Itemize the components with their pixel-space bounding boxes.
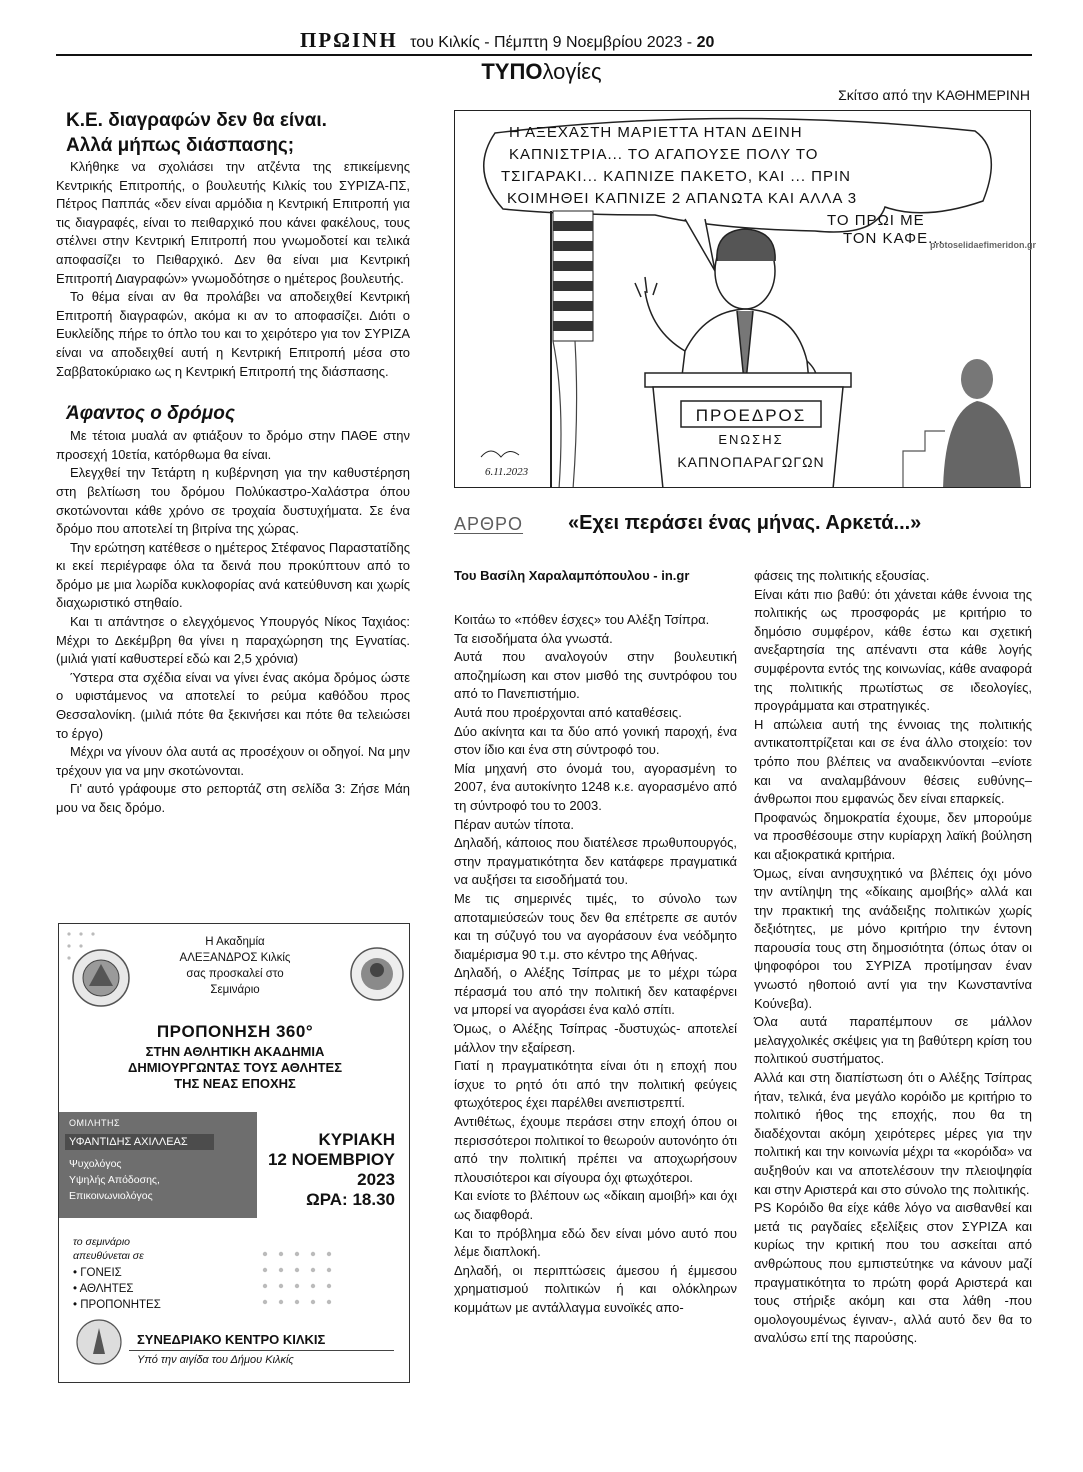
left-column [56,108,410,818]
masthead: ΠΡΩΙΝΗ του Κιλκίς - Πέμπτη 9 Νοεμβρίου 2023 - 20 [300,28,715,52]
cartoon-signature: 6.11.2023 [485,466,529,478]
podium-line-3: ΚΑΠΝΟΠΑΡΑΓΩΓΩΝ [677,454,825,470]
paragraph: Το θέμα είναι αν θα προλάβει να αποδειχθεί Κεντρική Επιτροπή διαγραφών, ακόμα κι αν το αποφασίζει. Διότι ο Ευκλείδης πήρε το όπλο του και το χειρότερο για τον ΣΥΡΙΖΑ είναι να αποδειχθεί αυτή η Κεντρική Επιτροπή μέσα στο Σαββατοκύριακο ως η Κεντρική Επιτροπή της διάσπασης. [56,289,410,379]
ad-audience-intro: το σεμινάριο [73,1236,130,1248]
podium [645,373,851,488]
flag-drawing [553,211,593,488]
ad-venue-divider [129,1350,394,1351]
paragraph: Γιατί η πραγματικότητα είναι ότι η εποχή που ίσχυε το ρητό ότι από την πολιτική φεύγεις φτωχότερος έχει παρέλθει ανεπιστρεπτί. [454,1058,737,1111]
paragraph: Η απώλεια αυτή της έννοιας της πολιτικής αντικατοπτρίζεται και σε ένα άλλο στοιχείο: τον τρόπο που βλέπεις να αναδεικνύονται –ενίοτε και να αναλαμβάνουν θέσεις ευθύνης– άνθρωποι που εμφανώς δεν είναι επαρκείς. [754,716,1032,807]
ad-audience-item: • ΓΟΝΕΙΣ [73,1267,122,1279]
ad-audience-intro: απευθύνεται σε [73,1250,144,1262]
article-headline: «Εχει περάσει ένας μήνας. Αρκετά...» [568,512,922,534]
paragraph: Την ερώτηση κατέθεσε ο ημέτερος Στέφανος Παραστατίδης κι εκεί περιέγραφε όλα τα δεινά που προκύπτουν από το δρόμο με μια λωρίδα κυκλοφορίας ανά κατεύθυνση και χωρίς διαχωριστικό στηθαίο. [56,539,410,611]
article-diagrafes [56,108,410,381]
article-dromos-title: Άφαντος ο δρόμος [66,403,235,425]
paragraph: Και τι απάντησε ο ελεγχόμενος Υπουργός Νίκος Ταχιάος: Μέχρι το Δεκέμβρη θα γίνει η παραχώρηση της Εγνατίας. (μιλιά γιατί καθυστερεί εδώ και 2,5 χρόνια) [56,614,410,667]
article-byline: Του Βασίλη Χαραλαμπόπουλου - in.gr [454,568,690,583]
bubble-line-5: ΤΟ ΠΡΩΙ ΜΕ [827,212,925,229]
ad-venue: ΣΥΝΕΔΡΙΑΚΟ ΚΕΝΤΡΟ ΚΙΛΚΙΣ [137,1332,326,1347]
background-figure [903,359,1021,488]
paragraph: φάσεις της πολιτικής εξουσίας. [754,568,930,583]
section-title-rest: λογίες [542,59,602,84]
ad-academy-line-3: σας προσκαλεί στο [186,968,284,980]
ad-date-time: ΩΡΑ: 18.30 [306,1190,395,1209]
paragraph: Όμως, είναι ανησυχητικό να βλέπεις όχι μόνο την αντίληψη της «δίκαιης αμοιβής» αλλά και την πρακτική της ανάδειξης πολιτικών χωρίς δεξιότητες, με μόνο κριτήριο την έντονη παρουσία τους στη δημοσιότητα (όπως όταν οι ψηφοφόροι του ΣΥΡΙΖΑ προτίμησαν έναν γνωστό ηθοποιό αντί για την Κωνσταντίνα Κούνεβα). [754,865,1032,1011]
ad-speaker-box [59,1112,257,1218]
ad-speaker-role: Ψυχολόγος [69,1158,122,1170]
cartoon-credit: Σκίτσο από την ΚΑΘΗΜΕΡΙΝΗ [838,87,1030,103]
paragraph: Πέραν αυτών τίποτα. [454,816,574,832]
article-diagrafes-title-2: Αλλά μήπως διάσπασης; [66,135,295,156]
ad-date-day: ΚΥΡΙΑΚΗ [318,1130,395,1149]
paragraph: Δηλαδή, οι περιπτώσεις άμεσου ή έμμεσου χρηματισμού πολιτικών ή και ολόκληρων κομμάτων με αντάλλαγμα ευνοϊκές απο- [454,1262,737,1315]
paragraph: PS Κορόιδο θα είχε κάθε λόγο να αισθανθεί και μετά τις ραγδαίες εξελίξεις στον ΣΥΡΙΖΑ και κυρίως την κριτική που του ασκείται από ανθρώπους που εμπιστεύτηκε να κάνουν μαζί πραγματικότητα το πρώτη φορά Αριστερά και τους στήριξε ακόμη και στα λάθη -που ομολογουμένως έγιναν-, αλλά αυτό δεν θα το αναλύσω επί της παρούσης. [754,1200,1032,1346]
paragraph: Αντιθέτως, έχουμε περάσει στην εποχή όπου οι περισσότεροι πολιτικοί το θεωρούν αυτονόητο ότι από την πολιτική πρέπει να αποχωρήσουν πλουσιότεροι και σίγουρα όχι φτωχότεροι. [454,1114,737,1185]
ad-date-year: 2023 [357,1170,395,1189]
podium-line-1: ΠΡΟΕΔΡΟΣ [695,406,807,425]
article-diagrafes-title-1: Κ.Ε. διαγραφών δεν θα είναι. [66,110,327,131]
paragraph: Και το πρόβλημα εδώ δεν είναι μόνο αυτό που λέμε διαπλοκή. [454,1225,737,1260]
ad-venue-sponsor: Υπό την αιγίδα του Δήμου Κιλκίς [137,1354,294,1366]
paragraph: Δύο ακίνητα και τα δύο από γονική παροχή, ένα στον ίδιο και ένα στη σύντροφό του. [454,723,737,758]
paragraph: Μία μηχανή στο όνομά του, αγορασμένη το 2007, ένα αυτοκίνητο 1248 κ.ε. αγορασμένο από τη σύντροφό του το 2003. [454,760,737,813]
paragraph: Προφανώς δημοκρατία έχουμε, δεν μπορούμε να προσθέσουμε στην κυρίαρχη λαϊκή βούληση και αξιοκρατικά κριτήρια. [754,809,1032,862]
paragraph: Αυτά που αναλογούν στην βουλευτική αποζημίωση και στον μισθό της συντρόφου του από το Πανεπιστήμιο. [454,649,737,702]
paragraph: Κοιτάω το «πόθεν έσχες» του Αλέξη Τσίπρα. [454,612,710,627]
paragraph: Όμως, ο Αλέξης Τσίπρας -δυστυχώς- αποτελεί μάλλον την εξαίρεση. [454,1021,737,1055]
issue-date: Πέμπτη 9 Νοεμβρίου 2023 [494,34,683,51]
paragraph: Και ενίοτε το βλέπουν ως «δίκαιη αμοιβή» και όχι ως διαφθορά. [454,1188,737,1222]
watermark-text: protoselidaefimeridon.gr [930,240,1037,250]
ad-audience-item: • ΠΡΟΠΟΝΗΤΕΣ [73,1299,161,1311]
article-column-1 [454,567,737,1318]
bubble-line-6: ΤΟΝ ΚΑΦΕ... [843,230,944,247]
paragraph: Αυτά που προέρχονται από καταθέσεις. [454,704,682,720]
paragraph: Αλλά και στη διαπίστωση ότι ο Αλέξης Τσίπρας ήταν, τελικά, ένα μεγάλο κορόιδο με κριτήριο το πολιτικό ήθος της εποχής, που θα τη διαδέχονται ακόμη χειρότερες μέρες για την πολιτική και την κοινωνία μέχρι τα «κορόιδα» να αυξηθούν και να αποτελέσουν την πλειοψηφία και στην Αριστερά και στο σύνολο της πολιτικής. [754,1070,1032,1197]
bubble-line-1: Η ΑΞΕΧΑΣΤΗ ΜΑΡΙΕΤΤΑ ΗΤΑΝ ΔΕΙΝΗ [509,124,803,141]
article-tag: ΑΡΘΡΟ [454,514,524,534]
bubble-line-2: ΚΑΠΝΙΣΤΡΙΑ... ΤΟ ΑΓΑΠΟΥΣΕ ΠΟΛΥ ΤΟ [509,146,819,163]
ad-speaker-label: ΟΜΙΛΗΤΗΣ [69,1118,121,1128]
paragraph: Ελεγχθεί την Τετάρτη η κυβέρνηση για την καθυστέρηση στη βελτίωση του δρόμου Πολύκαστρο-Χαλάστρα όπου σκοτώνονται κάθε χρόνο σε τροχαία δυστυχήματα. Σε ένα δρόμο που αποτελεί τη βιτρίνα της χώρας. [56,465,410,537]
page-number: 20 [696,34,715,51]
paragraph: Μέχρι να γίνουν όλα αυτά ας προσέχουν οι οδηγοί. Να μην τρέχουν για να μην σκοτώνονται. [56,744,410,778]
ad-title-4: ΤΗΣ ΝΕΑΣ ΕΠΟΧΗΣ [174,1076,296,1091]
ad-academy-line-4: Σεμινάριο [210,984,260,996]
bubble-line-4: ΚΟΙΜΗΘΕΙ ΚΑΠΝΙΖΕ 2 ΑΠΑΝΩΤΑ ΚΑΙ ΑΛΛΑ 3 [507,190,858,207]
podium-line-2: ΕΝΩΣΗΣ [718,432,784,447]
ad-audience-item: • ΑΘΛΗΤΕΣ [73,1283,134,1295]
paragraph: Δηλαδή, ο Αλέξης Τσίπρας με το μέχρι τώρα πέρασμά του από την πολιτική δεν καταφέρνει να μπορεί να αγοράσει ένα καλό σπίτι. [454,965,737,1018]
ad-title-2: ΣΤΗΝ ΑΘΛΗΤΙΚΗ ΑΚΑΔΗΜΙΑ [145,1044,325,1059]
ad-speaker-name: ΥΦΑΝΤΙΔΗΣ ΑΧΙΛΛΕΑΣ [65,1134,214,1150]
newspaper-region: του Κιλκίς [410,34,480,51]
masthead-rule [56,54,1032,56]
article-dromos [56,401,410,817]
paragraph: Με τις σημερινές τιμές, το σύνολο των αποταμιεύσεών τους δεν θα επέτρεπε σε αυτόν και τη σύζυγό του να αγοράσουν ένα νεόδμητο διαμέρισμα 90 τ.μ. στο κέντρο της Αθήνας. [454,890,737,962]
paragraph: Όλα αυτά παραπέμπουν σε μάλλον μελαγχολικές σκέψεις για τη βαθύτερη κρίση του πολιτικού συστήματος. [754,1014,1032,1067]
cartoon [454,110,1037,488]
ad-title-3: ΔΗΜΙΟΥΡΓΩΝΤΑΣ ΤΟΥΣ ΑΘΛΗΤΕΣ [128,1060,342,1075]
ad-speaker-role: Υψηλής Απόδοσης, [69,1174,160,1186]
ad-title-1: ΠΡΟΠΟΝΗΣΗ 360° [156,1022,314,1041]
newspaper-name: ΠΡΩΙΝΗ [300,28,398,52]
ad-speaker-role: Επικοινωνιολόγος [69,1190,153,1202]
seminar-advertisement [58,923,410,1383]
paragraph: Με τέτοια μυαλά αν φτιάξουν το δρόμο στην ΠΑΘΕ στην προσεχή 10ετία, κατόρθωμα θα είναι. [56,428,410,462]
paragraph: Είναι κάτι πιο βαθύ: ότι χάνεται κάθε έννοια της πολιτικής ως προσφοράς με κριτήριο το δημόσιο συμφέρον, κάθε έστω και σχετική ανεξαρτησία της απέναντι στα κάθε λογής συμφέροντα εντός της κοινωνίας, κάθε αναφορά της πολιτικής πρωτίστως σε ιδεολογίες, προγράμματα και στρατηγικές. [754,586,1032,714]
paragraph: Τα εισοδήματα όλα γνωστά. [454,630,613,646]
municipality-logo [77,1320,121,1364]
cartoon-drawing [455,111,1037,488]
section-title-bold: ΤΥΠΟ [481,59,543,84]
ad-academy-line-2: ΑΛΕΞΑΝΔΡΟΣ Κιλκίς [179,952,291,964]
paragraph: Δηλαδή, κάποιος που διατέλεσε πρωθυπουργός, στην πραγματικότητα δεν κατάφερε πραγματικά να αυξήσει τα εισοδήματά του. [454,835,737,888]
paragraph: Γι' αυτό γράφουμε στο ρεπορτάζ στη σελίδα 3: Ζήσε Μάη μου να δεις δρόμο. [56,781,410,815]
bubble-line-3: ΤΣΙΓΑΡΑΚΙ... ΚΑΠΝΙΖΕ ΠΑΚΕΤΟ, ΚΑΙ ... ΠΡΙΝ [501,168,852,185]
article-column-2 [754,567,1032,1348]
section-title [0,57,1083,87]
ad-academy-line-1: Η Ακαδημία [205,936,265,948]
paragraph: Ύστερα στα σχέδια είναι να γίνει ένας ακόμα δρόμος ώστε ο υφιστάμενος να αποτελεί το ρεύμα καθόδου προς Θεσσαλονίκη. (μιλιά πότε θα ξεκινήσει και πότε θα τελειώσει το έργο) [56,669,410,741]
ad-date-date: 12 ΝΟΕΜΒΡΙΟΥ [267,1150,395,1169]
paragraph: Κλήθηκε να σχολιάσει την ατζέντα της επικείμενης Κεντρικής Επιτροπής, ο βουλευτής Κιλκίς του ΣΥΡΙΖΑ-ΠΣ, Πέτρος Παππάς «δεν είναι αρμόδια η Κεντρική Επιτροπή για τις διαγραφές, είναι το πειθαρχικό που κάνει φακέλους, τους στέλνει στην Κεντρική Επιτροπή που γνωμοδοτεί και τελικά αποφασίζει το Πειθαρχικό. Δεν θα είναι μια Κεντρική Επιτροπή Διαγραφών» γνωμοδότησε ο ημέτερος βουλευτής. [56,159,410,286]
